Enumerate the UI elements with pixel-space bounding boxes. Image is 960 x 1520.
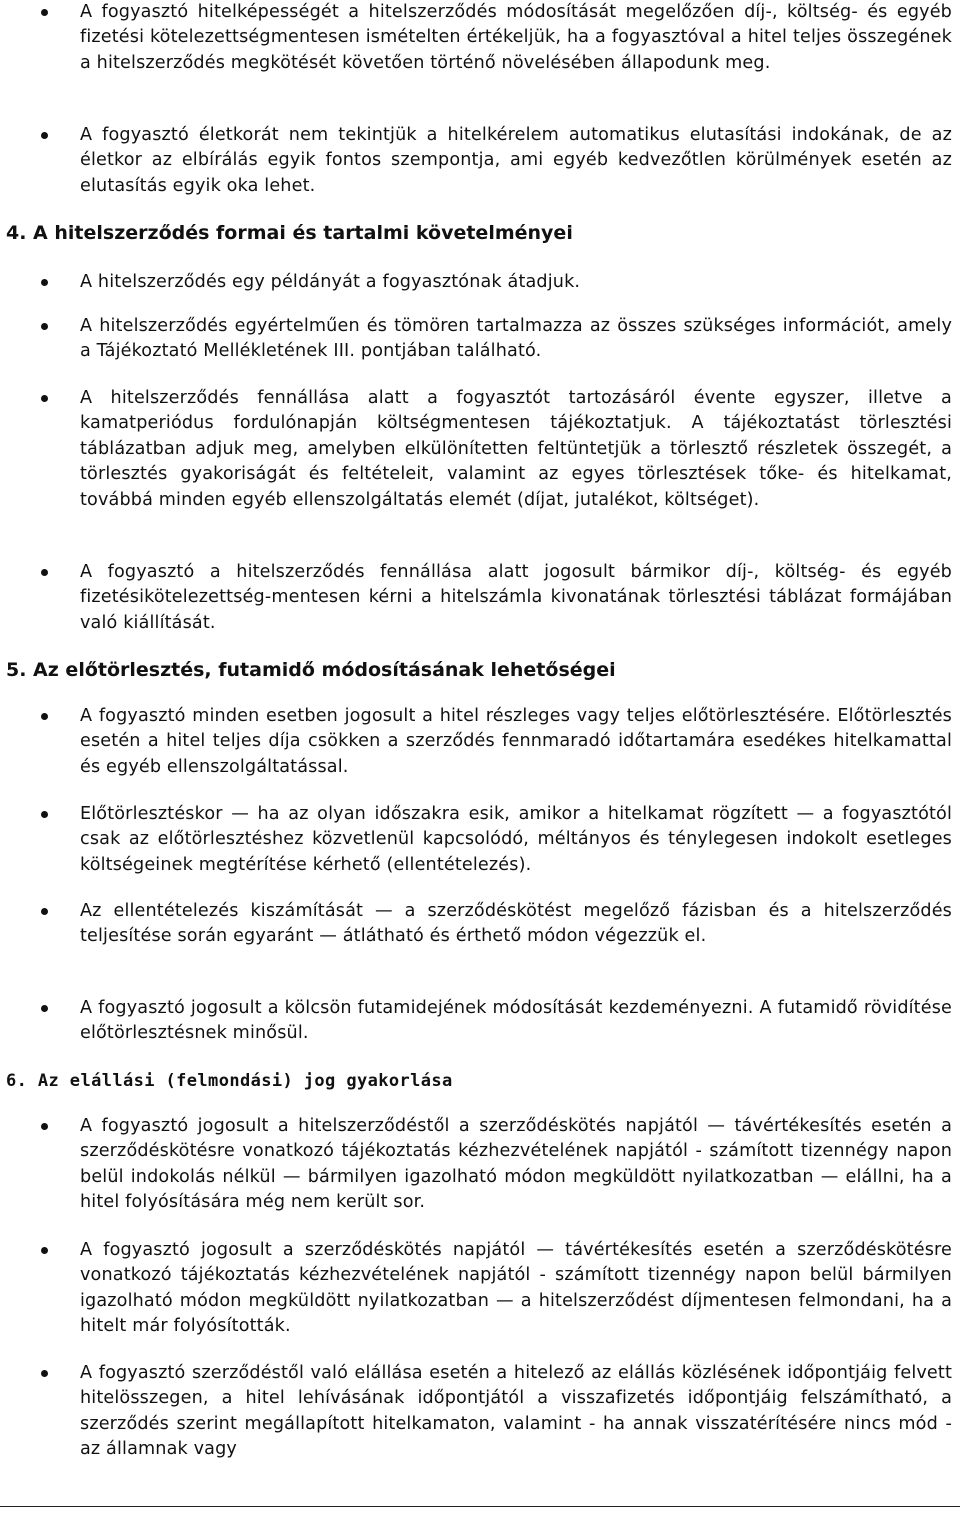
bullet-dot-icon — [41, 1123, 48, 1130]
bullet-dot-icon — [41, 9, 48, 16]
bullet-item — [0, 704, 954, 780]
footer-divider — [0, 1506, 960, 1507]
bullet-dot-icon — [41, 1247, 48, 1254]
bullet-text: A fogyasztó minden esetben jogosult a hitel részleges vagy teljes előtörlesztésére. Előtörlesztés esetén a hitel teljes díja csökken a szerződés fennmaradó időtartamára esedékes hitelkamattal és egyéb ellenszolgáltatással. — [80, 706, 952, 777]
bullet-dot-icon — [41, 569, 48, 576]
bullet-item — [0, 123, 954, 199]
bullet-item — [0, 386, 954, 513]
bullet-dot-icon — [41, 279, 48, 286]
bullet-text: A fogyasztó jogosult a szerződéskötés napjától — távértékesítés esetén a szerződéskötésre vonatkozó tájékoztatás kézhezvételének napjától - számított tizennégy napon belül bármilyen igazolható módon megküldött nyilatkozatban — a hitelszerződést díjmentesen felmondani, ha a hitelt már folyósították. — [80, 1240, 952, 1337]
bullet-dot-icon — [41, 908, 48, 915]
bullet-dot-icon — [41, 395, 48, 402]
bullet-text: Az ellentételezés kiszámítását — a szerződéskötést megelőző fázisban és a hitelszerződés teljesítése során egyaránt — átlátható és érthető módon végezzük el. — [80, 901, 952, 947]
bullet-item — [0, 270, 954, 295]
bullet-text: A hitelszerződés egy példányát a fogyasztónak átadjuk. — [80, 272, 581, 292]
bullet-text: A hitelszerződés egyértelműen és tömören tartalmazza az összes szükséges információt, amely a Tájékoztató Mellékletének III. pontjában található. — [80, 316, 952, 362]
bullet-dot-icon — [41, 1005, 48, 1012]
bullet-dot-icon — [41, 811, 48, 818]
bullet-text: A hitelszerződés fennállása alatt a fogyasztót tartozásáról évente egyszer, illetve a kamatperiódus fordulónapján költségmentesen tájékoztatjuk. A tájékoztatást törlesztési táblázatban adjuk meg, amelyben elkülönítetten feltüntetjük a törlesztő részletek összegét, a törlesztés gyakoriságát és feltételeit, valamint az egyes törlesztések tőke- és hitelkamat, továbbá minden egyéb ellenszolgáltatás elemét (díjat, jutalékot, költséget). — [80, 388, 952, 510]
bullet-text: A fogyasztó életkorát nem tekintjük a hitelkérelem automatikus elutasítási indokának, de az életkor az elbírálás egyik fontos szempontja, ami egyéb kedvezőtlen körülmények esetén az elutasítás egyik oka lehet. — [80, 125, 952, 196]
bullet-item — [0, 1114, 954, 1216]
bullet-item — [0, 802, 954, 878]
bullet-item — [0, 314, 954, 365]
section-heading-6: 6. Az elállási (felmondási) jog gyakorlása — [6, 1071, 453, 1091]
bullet-item — [0, 0, 954, 76]
bullet-text: A fogyasztó szerződéstől való elállása esetén a hitelező az elállás közlésének időpontjáig felvett hitelösszegen, a hitel lehívásának időpontjától a visszafizetés időpontjáig felszámítható, a szerződés szerint megállapított hitelkamaton, valamint - ha annak visszatérítésére nincs mód - az államnak vagy — [80, 1363, 952, 1460]
bullet-item — [0, 1238, 954, 1340]
bullet-dot-icon — [41, 1370, 48, 1377]
section-heading-5: 5. Az előtörlesztés, futamidő módosításának lehetőségei — [6, 659, 616, 681]
bullet-dot-icon — [41, 323, 48, 330]
bullet-item — [0, 1361, 954, 1463]
bullet-text: A fogyasztó jogosult a kölcsön futamidejének módosítását kezdeményezni. A futamidő rövidítése előtörlesztésnek minősül. — [80, 998, 952, 1044]
bullet-text: A fogyasztó jogosult a hitelszerződéstől a szerződéskötés napjától — távértékesítés esetén a szerződéskötésre vonatkozó tájékoztatás kézhezvételének napjától - számított tizennégy napon belül indokolás nélkül — bármilyen igazolható módon megküldött nyilatkozatban — elállni, ha a hitel folyósítására még nem került sor. — [80, 1116, 952, 1213]
bullet-text: A fogyasztó hitelképességét a hitelszerződés módosítását megelőzően díj-, költség- és egyéb fizetési kötelezettségmentesen ismételten értékeljük, ha a fogyasztóval a hitel teljes összegének a hitelszerződés megkötését követően történő növelésében állapodunk meg. — [80, 2, 952, 73]
bullet-dot-icon — [41, 713, 48, 720]
bullet-item — [0, 996, 954, 1047]
bullet-item — [0, 560, 954, 636]
section-heading-4: 4. A hitelszerződés formai és tartalmi követelményei — [6, 222, 573, 244]
bullet-item — [0, 899, 954, 950]
bullet-text: Előtörlesztéskor — ha az olyan időszakra esik, amikor a hitelkamat rögzített — a fogyasztótól csak az előtörlesztéshez közvetlenül kapcsolódó, méltányos és ténylegesen indokolt esetleges költségeinek megtérítése kérhető (ellentételezés). — [80, 804, 952, 875]
bullet-dot-icon — [41, 132, 48, 139]
bullet-text: A fogyasztó a hitelszerződés fennállása alatt jogosult bármikor díj-, költség- és egyéb fizetésikötelezettség-mentesen kérni a hitelszámla kivonatának törlesztési táblázat formájában való kiállítását. — [80, 562, 952, 633]
